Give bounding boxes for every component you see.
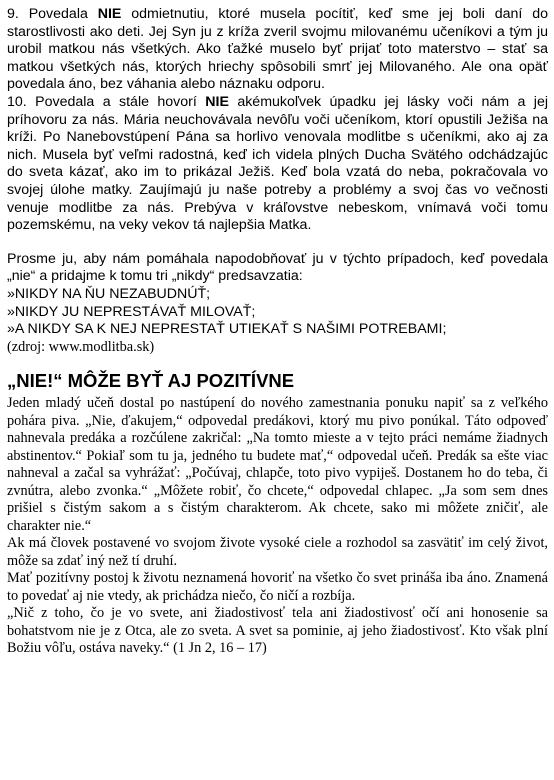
story-paragraph: Jeden mladý učeň dostal po nastúpení do nového zamestnania ponuku napiť sa z veľkého pohára piva. „Nie, ďakujem,“ odpovedal predákovi, ktorý mu pivo ponúkal. Táto odpoveď nahnevala predáka a rozčúlene zakričal: „Na tomto mieste a v tejto práci nemáme žiadnych abstinentov.“ Pokiaľ som tu ja, jedného tu budete mať,“ odpovedal učeň. Predák sa ešte viac nahneval a začal sa vyhrážať: „Počúvaj, chlapče, toto pivo vypiješ. Dostanem ho do teba, či zvnútra, alebo zvonka.“ „Môžete robiť, čo chcete,“ odpovedal chlapec. „Ja som sem dnes prišiel s čistým sakom a s čistým charakterom. Ak chcete, sako mi môžete zničiť, ale charakter nie.“ (7, 395, 548, 534)
section-title: „NIE!“ MÔŽE BYŤ AJ POZITÍVNE (7, 370, 295, 392)
spacer (7, 235, 548, 251)
paragraph-9-emphasis: NIE (97, 6, 122, 22)
paragraph-9 (7, 6, 548, 94)
paragraph-10-text: akémukoľvek úpadku jej lásky voči nám a jej príhovoru za nás. Mária neuchovávala nevôľu voči učeníkom, ktorí opustili Ježiša na kríži. Po Nanebovstúpení Pána sa horlivo venovala modlitbe s učeníkmi, ako aj za nich. Musela byť veľmi radostná, keď ich videla plných Ducha Svätého odchádzajúc do sveta kázať, ako im to prikázal Ježiš. Keď bola vzatá do neba, pokračovala vo svojej úlohe matky. Zaujímajú ju naše potreby a problémy a svoj čas vo večnosti venuje modlitbe za nás. Prebýva v kráľovstve nebeskom, vnímavá voči tomu pozemskému, na veky vekov tá najlepšia Matka. (7, 93, 548, 234)
appeal-paragraph: Prosme ju, aby nám pomáhala napodobňovať ju v týchto prípadoch, keď povedala „nie“ a pridajme k tomu tri „nikdy“ predsavzatia: (7, 250, 548, 285)
resolution-3: »A NIKDY SA K NEJ NEPRESTAŤ UTIEKAŤ S NAŠIMI POTREBAMI; (7, 321, 447, 338)
scripture-quote: „Nič z toho, čo je vo svete, ani žiadostivosť tela ani žiadostivosť očí ani honosenie sa bohatstvom nie je z Otca, ale zo sveta. A svet sa pominie, aj jeho žiadostivosť. Kto však plní Božiu vôľu, ostáva naveky.“ (1 Jn 2, 16 – 17) (7, 605, 548, 657)
resolution-2: »NIKDY JU NEPRESTÁVAŤ MILOVAŤ; (7, 303, 256, 320)
document-page (7, 6, 548, 658)
paragraph-9-text: odmietnutiu, ktoré musela pocítiť, keď sme jej boli daní do starostlivosti ako deti. Jej Syn ju z kríža zveril svojmu milovanému učeníkovi a tým ju urobil matkou nás všetkých. Ako ťažké muselo byť prijať toto materstvo – stať sa matkou všetkých nás, ktorých hriechy spôsobili smrť jej Milovaného. Ale ona opäť povedala áno, bez váhania alebo náznaku odporu. (7, 6, 548, 93)
resolution-1: »NIKDY NA ŇU NEZABUDNÚŤ; (7, 285, 211, 302)
paragraph-10-intro: 10. Povedala a stále hovorí (7, 93, 206, 110)
paragraph-10-emphasis: NIE (205, 93, 229, 110)
section-positive-no (7, 370, 548, 658)
paragraph-10 (7, 94, 548, 235)
section-mary-no (7, 6, 548, 356)
source-note: (zdroj: www.modlitba.sk) (7, 338, 155, 355)
goals-paragraph: Ak má človek postavené vo svojom živote vysoké ciele a rozhodol sa zasvätiť im celý život, môže sa zdať iný než tí druhí. (7, 535, 548, 569)
paragraph-9-intro: 9. Povedala (7, 6, 98, 22)
attitude-paragraph: Mať pozitívny postoj k životu neznamená hovoriť na všetko čo svet prináša iba áno. Znamená to povedať aj nie vtedy, ak prichádza niečo, čo ničí a rozbíja. (7, 570, 548, 604)
